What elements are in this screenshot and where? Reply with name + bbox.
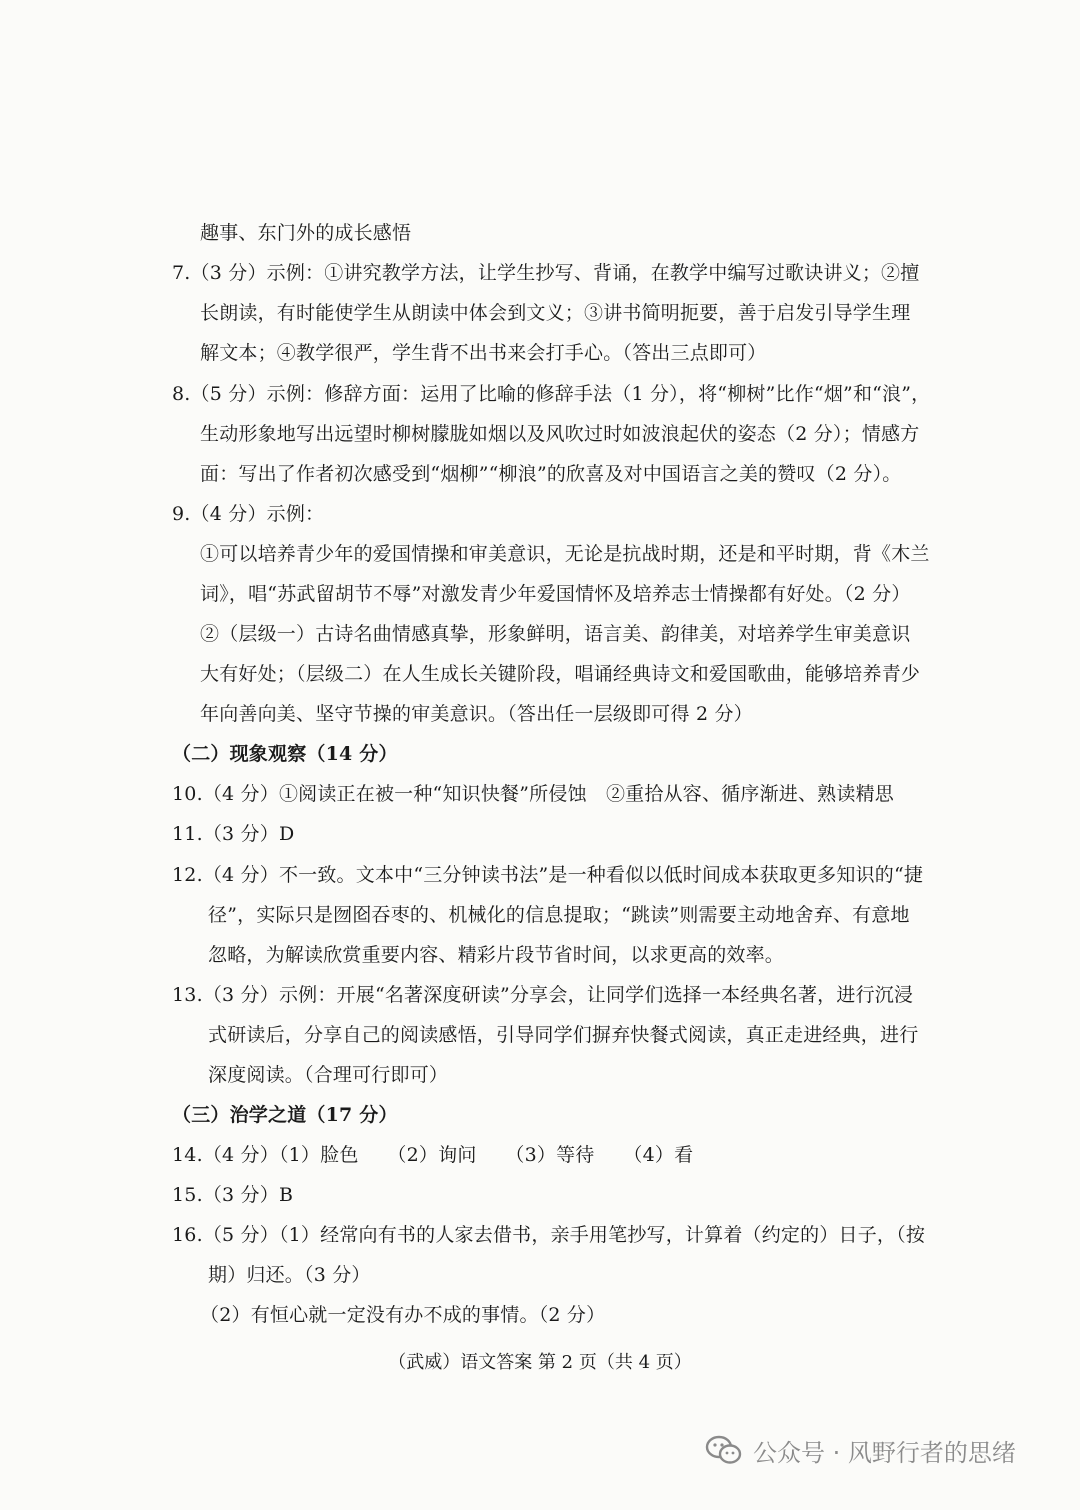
text-line: 12.（4 分）不一致。文本中“三分钟读书法”是一种看似以低时间成本获取更多知识的“捷 xyxy=(172,864,924,886)
text-line: 16.（5 分）（1）经常向有书的人家去借书，亲手用笔抄写，计算着（约定的）日子，（按 xyxy=(172,1224,926,1246)
text-line: 面：写出了作者初次感受到“烟柳”“柳浪”的欣喜及对中国语言之美的赞叹（2 分）。 xyxy=(200,463,902,485)
watermark-text: 公众号 · 风野行者的思绪 xyxy=(753,1438,1016,1467)
text-line: 8.（5 分）示例：修辞方面：运用了比喻的修辞手法（1 分），将“柳树”比作“烟”和“浪”， xyxy=(172,383,931,405)
text-line: 10.（4 分）①阅读正在被一种“知识快餐”所侵蚀 ②重拾从容、循序渐进、熟读精思 xyxy=(172,783,894,805)
text-line: 词》，唱“苏武留胡节不辱”对激发青少年爱国情怀及培养志士情操都有好处。（2 分） xyxy=(200,583,911,605)
text-line: 解文本；④教学很严，学生背不出书来会打手心。（答出三点即可） xyxy=(200,342,767,364)
text-line: 大有好处；（层级二）在人生成长关键阶段，唱诵经典诗文和爱国歌曲，能够培养青少 xyxy=(200,663,921,685)
wechat-icon xyxy=(705,1434,743,1466)
text-line: 15.（3 分）B xyxy=(172,1184,294,1206)
page-footer: （武威）语文答案 第 2 页（共 4 页） xyxy=(388,1352,692,1373)
text-line: 径”，实际只是囫囵吞枣的、机械化的信息提取；“跳读”则需要主动地舍弃、有意地 xyxy=(208,904,910,926)
text-line: 13.（3 分）示例：开展“名著深度研读”分享会，让同学们选择一本经典名著，进行沉浸 xyxy=(172,984,914,1006)
text-line: 11.（3 分）D xyxy=(172,823,295,845)
text-line: 9.（4 分）示例： xyxy=(172,503,325,525)
text-line: ②（层级一）古诗名曲情感真挚，形象鲜明，语言美、韵律美，对培养学生审美意识 xyxy=(200,623,911,645)
text-line: 长朗读，有时能使学生从朗读中体会到文义；③讲书简明扼要，善于启发引导学生理 xyxy=(200,302,911,324)
text-line: 期）归还。（3 分） xyxy=(208,1264,371,1286)
text-line: 深度阅读。（合理可行即可） xyxy=(208,1064,449,1086)
text-line: 生动形象地写出远望时柳树朦胧如烟以及风吹过时如波浪起伏的姿态（2 分）；情感方 xyxy=(200,423,920,445)
text-line: ①可以培养青少年的爱国情操和审美意识，无论是抗战时期，还是和平时期，背《木兰 xyxy=(200,543,930,565)
section-heading: （二）现象观察（14 分） xyxy=(172,743,398,765)
watermark xyxy=(705,1425,1016,1475)
text-line: 7.（3 分）示例：①讲究教学方法，让学生抄写、背诵，在教学中编写过歌诀讲义；②擅 xyxy=(172,262,920,284)
text-line: 14.（4 分）（1）脸色 （2）询问 （3）等待 （4）看 xyxy=(172,1144,694,1166)
text-line: （2）有恒心就一定没有办不成的事情。（2 分） xyxy=(200,1304,606,1326)
text-line: 忽略，为解读欣赏重要内容、精彩片段节省时间，以求更高的效率。 xyxy=(208,944,785,966)
text-line: 式研读后，分享自己的阅读感悟，引导同学们摒弃快餐式阅读，真正走进经典，进行 xyxy=(208,1024,919,1046)
section-heading: （三）治学之道（17 分） xyxy=(172,1104,398,1126)
text-line: 年向善向美、坚守节操的审美意识。（答出任一层级即可得 2 分） xyxy=(200,703,753,725)
text-line: 趣事、东门外的成长感悟 xyxy=(200,222,412,244)
